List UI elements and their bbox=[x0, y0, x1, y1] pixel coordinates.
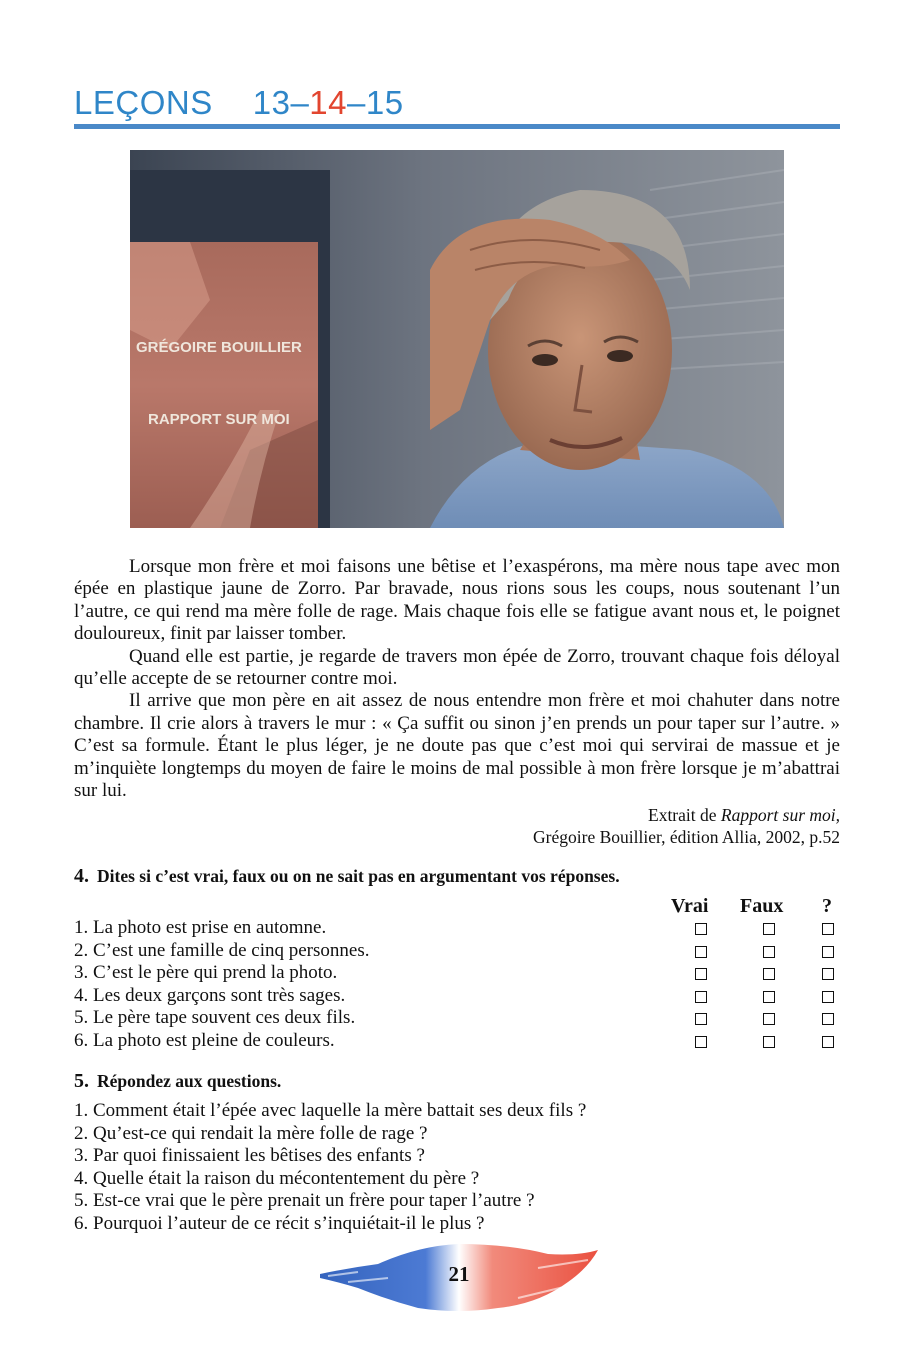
checkbox-vrai[interactable] bbox=[695, 991, 707, 1003]
lesson-heading bbox=[74, 84, 404, 122]
checkbox-faux[interactable] bbox=[763, 1036, 775, 1048]
checkbox-faux[interactable] bbox=[763, 923, 775, 935]
book-cover-title: RAPPORT SUR MOI bbox=[148, 411, 290, 428]
checkbox-unknown[interactable] bbox=[822, 991, 834, 1003]
statement-text: 5. Le père tape souvent ces deux fils. bbox=[74, 1007, 356, 1028]
excerpt-source bbox=[533, 804, 840, 848]
checkbox-vrai[interactable] bbox=[695, 1036, 707, 1048]
exercise-5-instruction: Répondez aux questions. bbox=[97, 1071, 282, 1091]
question-item: 3. Par quoi finissaient les bêtises des enfants ? bbox=[74, 1145, 425, 1166]
book-cover-author: GRÉGOIRE BOUILLIER bbox=[136, 339, 302, 356]
column-header-unknown: ? bbox=[822, 895, 832, 917]
question-item: 2. Qu’est-ce qui rendait la mère folle de rage ? bbox=[74, 1122, 428, 1144]
column-header-vrai: Vrai bbox=[671, 895, 709, 917]
statement-text: 6. La photo est pleine de couleurs. bbox=[74, 1029, 335, 1051]
checkbox-unknown[interactable] bbox=[822, 968, 834, 980]
checkbox-faux[interactable] bbox=[763, 991, 775, 1003]
lesson-number-13: 13 bbox=[252, 84, 291, 121]
excerpt-paragraph: Il arrive que mon père en ait assez de nous entendre mon frère et moi chahuter dans notre chambre. Il crie alors à travers le mur : « Ça suffit ou sinon j’en prends un pour taper sur l’autre. » C’est sa formule. Étant le plus léger, je ne doute pas que c’est moi qui servirai de massue et je m’inquiète longtemps du moyen de faire le moins de mal possible à mon frère lorsque je m’abattrai sur lui. bbox=[74, 690, 840, 802]
statement-row bbox=[74, 940, 840, 963]
statement-text: 1. La photo est prise en automne. bbox=[74, 917, 327, 938]
statement-text: 2. C’est une famille de cinq personnes. bbox=[74, 939, 370, 961]
page-number: 21 bbox=[448, 1262, 470, 1286]
lesson-number-14-current: 14 bbox=[309, 84, 348, 121]
source-citation: Grégoire Bouillier, édition Allia, 2002, p.52 bbox=[533, 827, 840, 847]
exercise-4-number: 4. bbox=[74, 865, 89, 887]
excerpt-paragraph: Lorsque mon frère et moi faisons une bêtise et l’exaspérons, ma mère nous tape avec mon épée en plastique jaune de Zorro. Par bravade, nous rions sous les coups, nous soutenant l’un l’autre, ce qui rend ma mère folle de rage. Mais chaque fois elle se fatigue avant nous et, le poignet douloureux, finit par laisser tomber. bbox=[74, 556, 840, 645]
checkbox-vrai[interactable] bbox=[695, 946, 707, 958]
question-item: 6. Pourquoi l’auteur de ce récit s’inquiétait-il le plus ? bbox=[74, 1212, 485, 1234]
checkbox-vrai[interactable] bbox=[695, 923, 707, 935]
question-item: 5. Est-ce vrai que le père prenait un frère pour taper l’autre ? bbox=[74, 1190, 535, 1211]
reading-excerpt bbox=[74, 556, 840, 802]
question-item: 1. Comment était l’épée avec laquelle la mère battait ses deux fils ? bbox=[74, 1100, 587, 1121]
true-false-list bbox=[74, 917, 840, 1052]
exercise-5-heading bbox=[74, 1070, 281, 1093]
author-photo bbox=[130, 150, 784, 528]
column-header-faux: Faux bbox=[740, 895, 784, 917]
source-prefix: Extrait de bbox=[648, 805, 721, 825]
page-header bbox=[74, 80, 840, 130]
statement-row bbox=[74, 985, 840, 1008]
exercise-5-number: 5. bbox=[74, 1070, 89, 1092]
header-rule bbox=[74, 124, 840, 129]
statement-row bbox=[74, 962, 840, 985]
statement-text: 4. Les deux garçons sont très sages. bbox=[74, 984, 346, 1006]
checkbox-unknown[interactable] bbox=[822, 1013, 834, 1025]
page-footer bbox=[318, 1238, 600, 1316]
checkbox-unknown[interactable] bbox=[822, 1036, 834, 1048]
checkbox-unknown[interactable] bbox=[822, 923, 834, 935]
question-item: 4. Quelle était la raison du mécontentement du père ? bbox=[74, 1167, 480, 1189]
lesson-number-15: 15 bbox=[365, 84, 404, 121]
statement-text: 3. C’est le père qui prend la photo. bbox=[74, 962, 338, 983]
checkbox-faux[interactable] bbox=[763, 968, 775, 980]
statement-row bbox=[74, 917, 840, 940]
lesson-dash: – bbox=[290, 84, 310, 121]
questions-list bbox=[74, 1100, 840, 1235]
lessons-label: LEÇONS bbox=[74, 84, 213, 121]
checkbox-faux[interactable] bbox=[763, 1013, 775, 1025]
checkbox-vrai[interactable] bbox=[695, 968, 707, 980]
lesson-dash: – bbox=[347, 84, 366, 121]
checkbox-faux[interactable] bbox=[763, 946, 775, 958]
exercise-4-heading bbox=[74, 865, 620, 888]
statement-row bbox=[74, 1007, 840, 1030]
source-book-title: Rapport sur moi, bbox=[720, 805, 840, 825]
excerpt-paragraph: Quand elle est partie, je regarde de travers mon épée de Zorro, trouvant chaque fois déloyal qu’elle accepte de se retourner contre moi. bbox=[74, 645, 840, 690]
statement-row bbox=[74, 1030, 840, 1053]
checkbox-vrai[interactable] bbox=[695, 1013, 707, 1025]
exercise-4-instruction: Dites si c’est vrai, faux ou on ne sait pas en argumentant vos réponses. bbox=[97, 866, 620, 886]
checkbox-unknown[interactable] bbox=[822, 946, 834, 958]
